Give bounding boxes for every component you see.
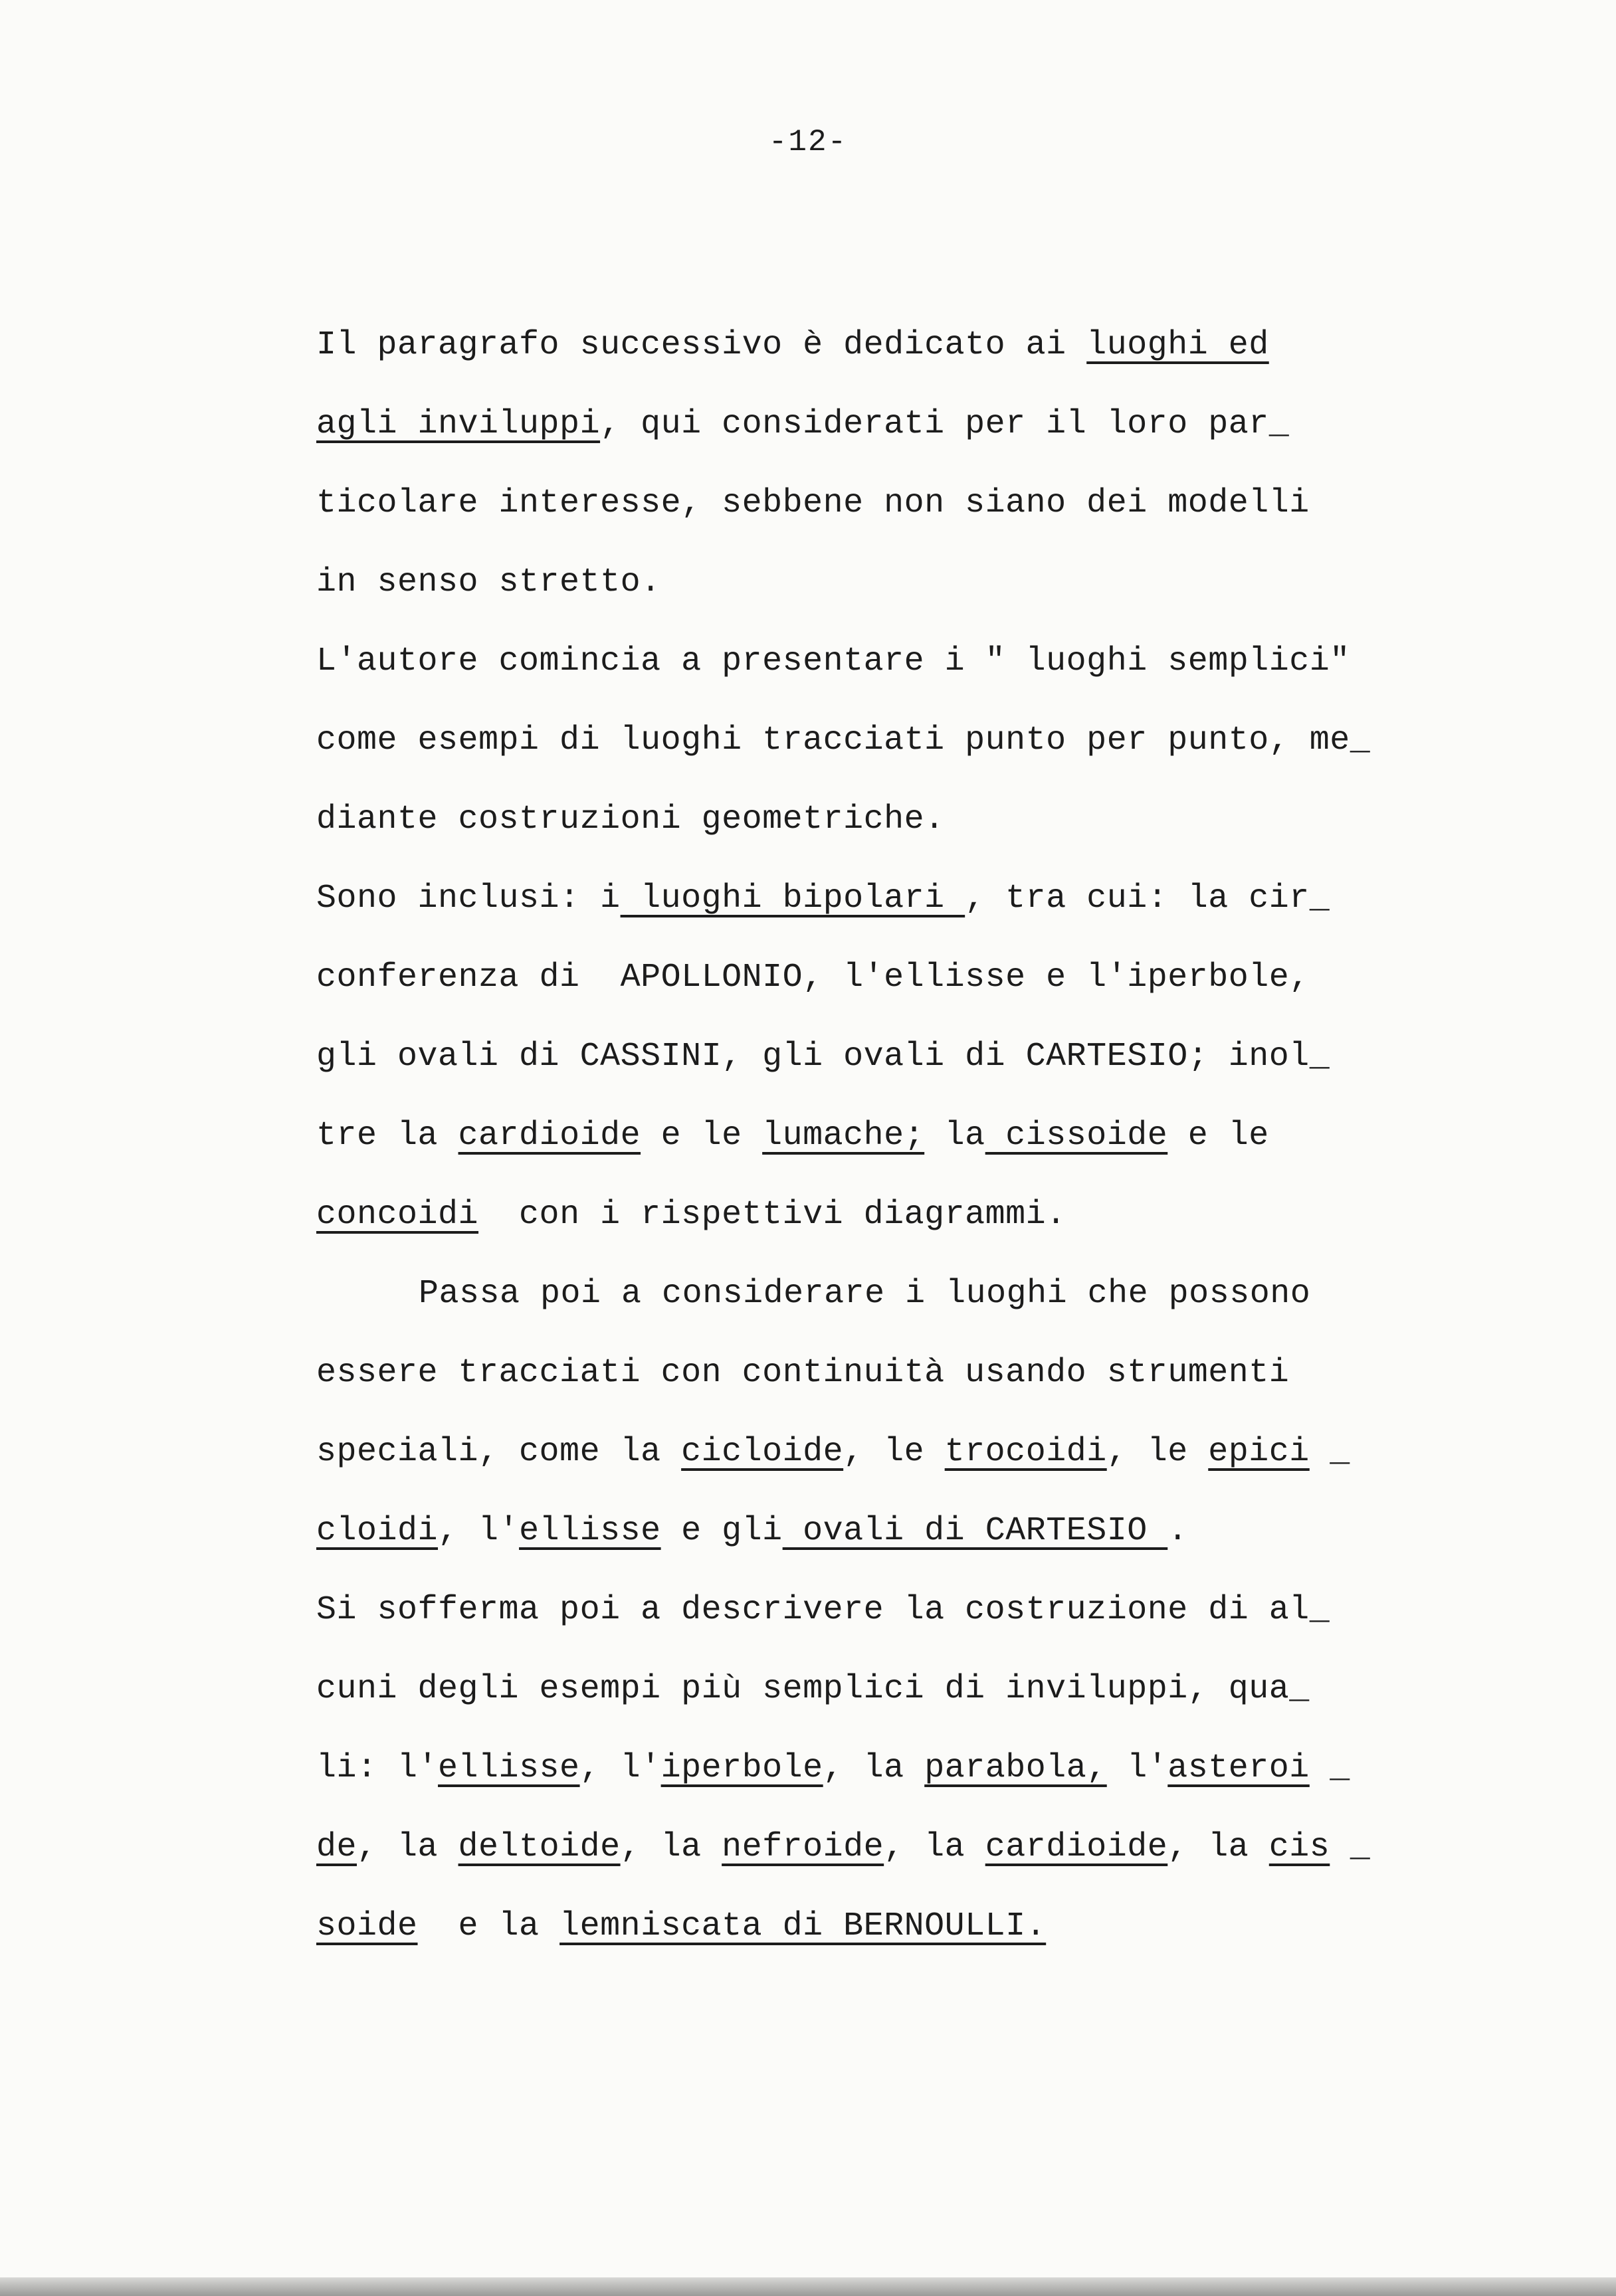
text-line	[316, 701, 1459, 780]
underlined-term: nefroide	[722, 1828, 884, 1866]
text-span: e la	[417, 1907, 560, 1945]
text-line	[316, 1571, 1459, 1650]
text-span: conferenza di APOLLONIO, l'ellisse e l'iperbole,	[316, 959, 1310, 997]
text-span: Si sofferma poi a descrivere la costruzione di al_	[316, 1591, 1330, 1629]
text-span: Sono inclusi: i	[316, 880, 621, 917]
underlined-term: cissoide	[985, 1117, 1168, 1155]
text-span: , tra cui: la cir_	[965, 880, 1330, 917]
text-span: Il paragrafo successivo è dedicato ai	[316, 326, 1087, 364]
text-span: e le	[1167, 1117, 1269, 1155]
text-line	[316, 1650, 1459, 1729]
underlined-term: ellisse	[438, 1749, 580, 1787]
text-span: _	[1309, 1749, 1350, 1787]
text-span: e gli	[660, 1512, 783, 1550]
text-span: l'	[1106, 1749, 1168, 1787]
text-line	[316, 1491, 1459, 1571]
text-span: con i rispettivi diagrammi.	[478, 1196, 1066, 1234]
underlined-term: cardioide	[458, 1117, 641, 1155]
text-span: e le	[641, 1117, 763, 1155]
underlined-term: cardioide	[985, 1828, 1168, 1866]
text-line	[316, 1096, 1459, 1175]
text-span: _	[1309, 1433, 1350, 1471]
text-span: gli ovali di CASSINI, gli ovali di CARTESIO; inol_	[316, 1038, 1330, 1076]
text-line	[316, 859, 1459, 938]
underlined-term: parabola,	[924, 1749, 1107, 1787]
text-span: in senso stretto.	[316, 563, 661, 601]
text-span: , qui considerati per il loro par_	[600, 405, 1290, 443]
underlined-term: concoidi	[316, 1196, 479, 1234]
text-line	[316, 1017, 1459, 1096]
text-span: , l'	[438, 1512, 520, 1550]
underlined-term: trocoidi	[944, 1433, 1107, 1471]
text-line	[316, 1729, 1459, 1808]
text-span: _	[1330, 1828, 1371, 1866]
text-span: cuni degli esempi più semplici di inviluppi, qua_	[316, 1670, 1310, 1708]
underlined-term: ellisse	[519, 1512, 661, 1550]
text-span: Passa poi a considerare i luoghi che possono	[419, 1275, 1311, 1313]
underlined-term: luoghi ed	[1086, 326, 1269, 364]
underlined-term: asteroi	[1167, 1749, 1310, 1787]
underlined-term: ovali di CARTESIO	[782, 1512, 1168, 1550]
text-span: come esempi di luoghi tracciati punto per punto, me_	[316, 721, 1371, 759]
text-line	[316, 385, 1459, 464]
text-line	[316, 543, 1459, 622]
text-span: , la	[823, 1749, 925, 1787]
underlined-term: iperbole	[660, 1749, 823, 1787]
text-span: , le	[1106, 1433, 1209, 1471]
text-span: li: l'	[316, 1749, 439, 1787]
text-span: , le	[843, 1433, 945, 1471]
underlined-term: lemniscata di BERNOULLI.	[559, 1907, 1047, 1945]
underlined-term: de	[316, 1828, 357, 1866]
underlined-term: lumache;	[762, 1117, 925, 1155]
text-span: .	[1167, 1512, 1188, 1550]
text-span: , la	[1167, 1828, 1269, 1866]
text-span: la	[924, 1117, 985, 1155]
text-span: , la	[884, 1828, 985, 1866]
text-line	[316, 938, 1459, 1017]
text-span: , la	[620, 1828, 722, 1866]
scan-bottom-edge	[0, 2277, 1616, 2296]
text-line	[316, 1412, 1459, 1491]
text-line	[316, 1333, 1459, 1412]
text-span: tre la	[316, 1117, 458, 1155]
text-span: L'autore comincia a presentare i " luoghi semplici"	[316, 642, 1350, 680]
text-span: ticolare interesse, sebbene non siano dei modelli	[316, 484, 1310, 522]
text-line	[316, 1175, 1459, 1254]
underlined-term: soide	[316, 1907, 418, 1945]
underlined-term: luoghi bipolari	[620, 880, 965, 917]
text-line	[316, 1887, 1459, 1966]
text-line	[316, 780, 1459, 859]
text-line	[316, 464, 1459, 543]
text-span: essere tracciati con continuità usando strumenti	[316, 1354, 1290, 1392]
text-span: , l'	[579, 1749, 661, 1787]
underlined-term: epici	[1208, 1433, 1310, 1471]
text-line	[316, 622, 1459, 701]
body-text	[316, 306, 1459, 1966]
text-span: diante costruzioni geometriche.	[316, 801, 945, 838]
page-number: -12-	[768, 125, 848, 159]
underlined-term: cicloide	[681, 1433, 844, 1471]
text-span: speciali, come la	[316, 1433, 682, 1471]
text-line	[316, 1808, 1459, 1887]
underlined-term: cloidi	[316, 1512, 439, 1550]
underlined-term: deltoide	[458, 1828, 621, 1866]
text-line	[316, 306, 1459, 385]
text-line	[316, 1254, 1459, 1333]
underlined-term: agli inviluppi	[316, 405, 601, 443]
underlined-term: cis	[1268, 1828, 1330, 1866]
text-span: , la	[357, 1828, 458, 1866]
